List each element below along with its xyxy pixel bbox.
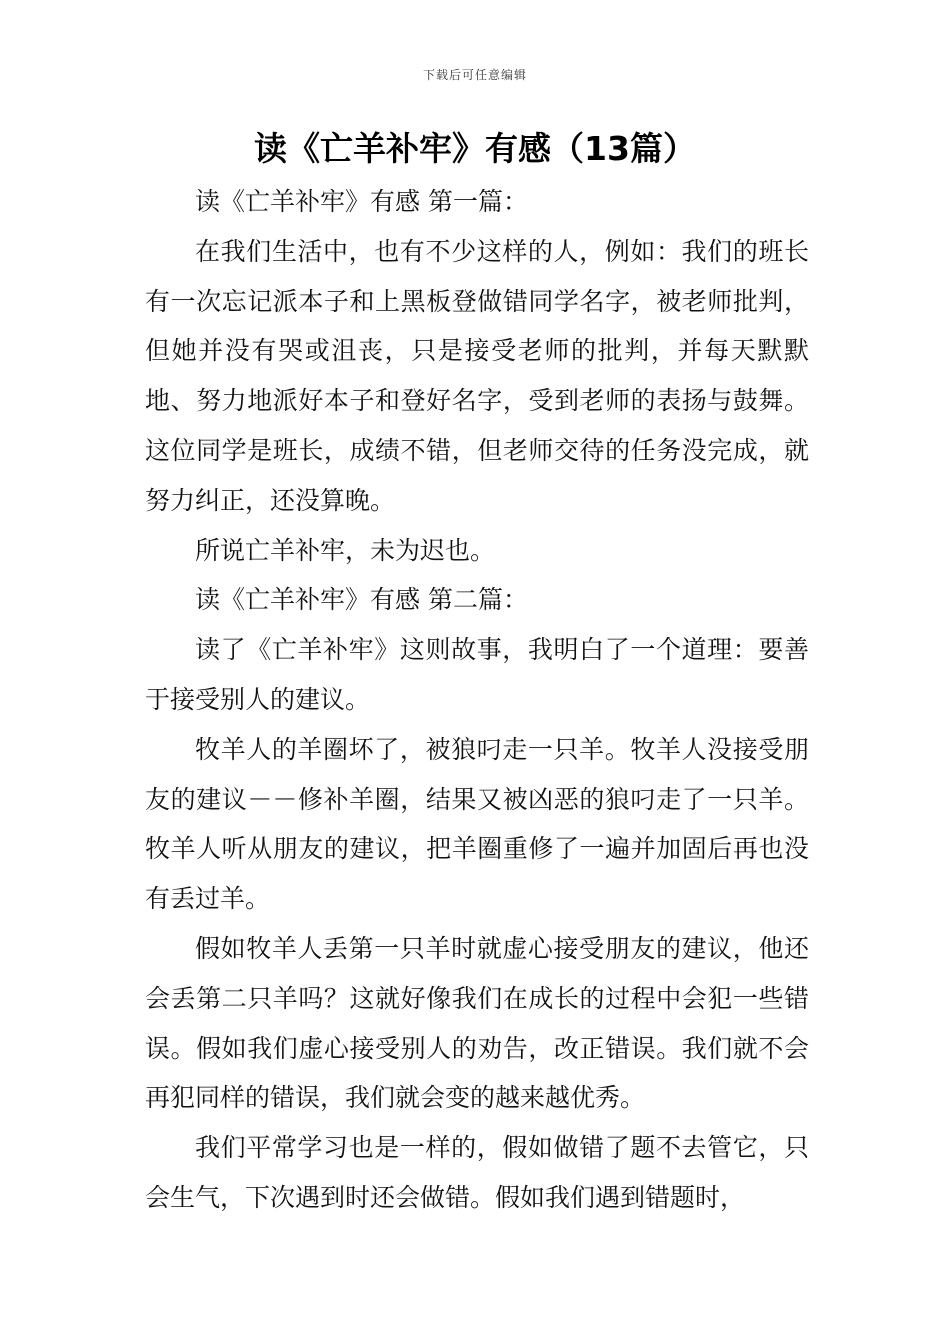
section-heading-1: 读《亡羊补牢》有感 第一篇： — [195, 187, 528, 216]
paragraph: 假如牧羊人丢第一只羊时就虚心接受朋友的建议，他还会丢第二只羊吗？这就好像我们在成长的过程中会犯一些错误。假如我们虚心接受别人的劝告，改正错误。我们就不会再犯同样的错误，我们就会变的越来越优秀。 — [145, 933, 809, 1113]
paragraph: 我们平常学习也是一样的，假如做错了题不去管它，只会生气，下次遇到时还会做错。假如我们遇到错题时， — [145, 1133, 809, 1212]
paragraph: 在我们生活中，也有不少这样的人，例如：我们的班长有一次忘记派本子和上黑板登做错同学名字，被老师批判，但她并没有哭或沮丧，只是接受老师的批判，并每天默默地、努力地派好本子和登好名字，受到老师的表扬与鼓舞。这位同学是班长，成绩不错，但老师交待的任务没完成，就努力纠正，还没算晚。 — [145, 236, 809, 515]
paragraph: 所说亡羊补牢，未为迟也。 — [195, 535, 496, 565]
section-heading-2: 读《亡羊补牢》有感 第二篇： — [195, 585, 528, 615]
document-body — [145, 177, 809, 1223]
paragraph: 读了《亡羊补牢》这则故事，我明白了一个道理：要善于接受别人的建议。 — [145, 635, 809, 714]
paragraph: 牧羊人的羊圈坏了，被狼叼走一只羊。牧羊人没接受朋友的建议－－修补羊圈，结果又被凶恶的狼叼走了一只羊。牧羊人听从朋友的建议，把羊圈重修了一遍并加固后再也没有丢过羊。 — [145, 734, 809, 914]
document-title: 读《亡羊补牢》有感（13篇） — [254, 129, 696, 168]
page-header-note: 下载后可任意编辑 — [422, 68, 527, 82]
